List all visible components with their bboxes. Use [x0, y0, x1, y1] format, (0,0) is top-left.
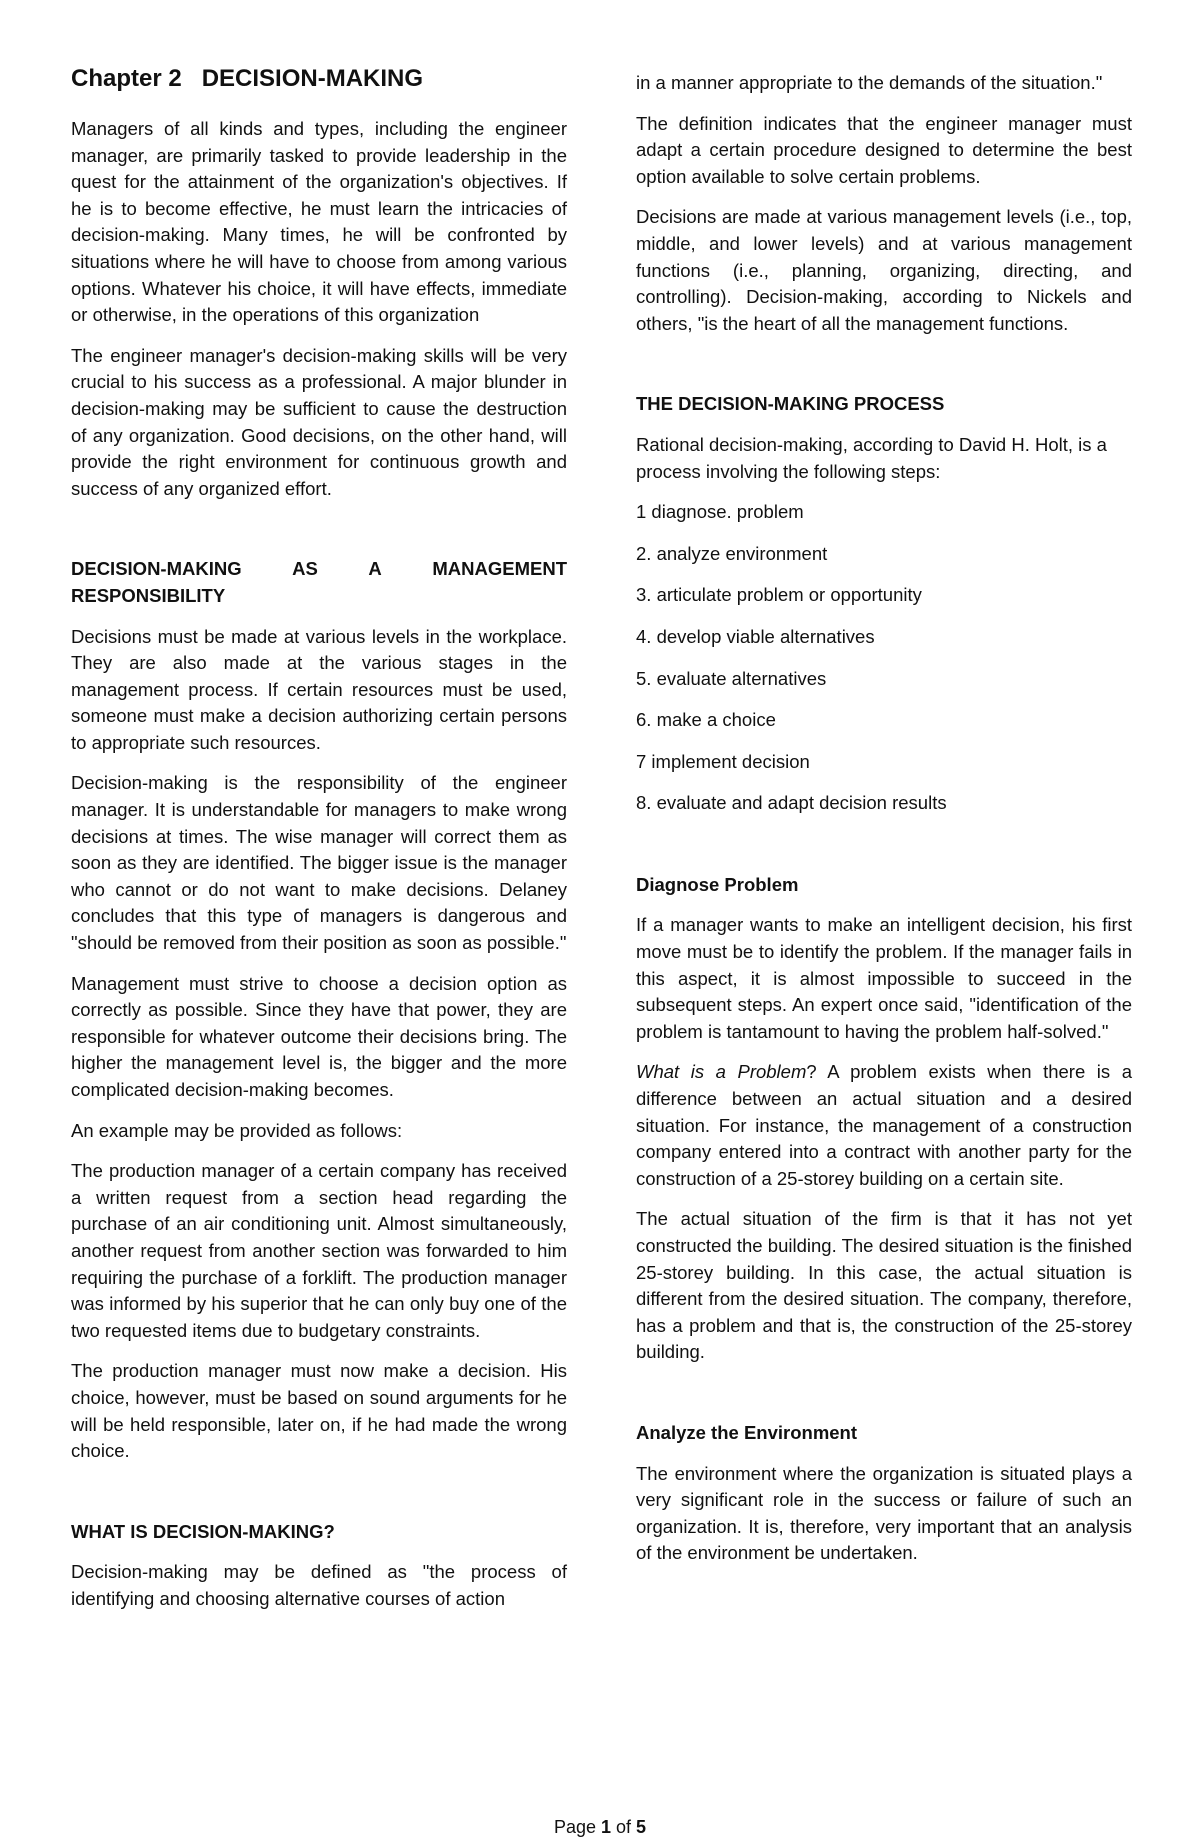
right-column: [636, 70, 1132, 1581]
paragraph: The definition indicates that the engineer manager must adapt a certain procedure designed to determine the best option available to solve certain problems.: [636, 112, 1132, 187]
subsection-heading-diagnose: Diagnose Problem: [636, 873, 799, 895]
list-item: 1 diagnose. problem: [636, 501, 804, 523]
list-item: 7 implement decision: [636, 750, 810, 772]
paragraph: Decision-making is the responsibility of the engineer manager. It is understandable for managers to make wrong decisions at times. The wise manager will correct them as soon as they are identified. The bigger issue is the manager who cannot or do not want to make decisions. Delaney concludes that this type of managers is dangerous and "should be removed from their position as soon as possible.": [71, 772, 567, 954]
paragraph: The environment where the organization is situated plays a very significant role in the success or failure of such an organization. It is, therefore, very important that an analysis of the environment be undertaken.: [636, 1462, 1132, 1564]
paragraph: Decisions must be made at various levels in the workplace. They are also made at the various stages in the management process. If certain resources must be used, someone must make a decision authorizing certain persons to appropriate such resources.: [71, 625, 567, 753]
subsection-heading-analyze: Analyze the Environment: [636, 1421, 858, 1443]
spacer: [636, 351, 1132, 391]
list-item: 5. evaluate alternatives: [636, 667, 827, 689]
paragraph: The production manager of a certain company has received a written request from a section head regarding the purchase of an air conditioning unit. Almost simultaneously, another request from another section was forwarded to him requiring the purchase of a forklift. The production manager was informed by his superior that he can only buy one of the two requested items due to budgetary constraints.: [71, 1160, 567, 1341]
page-total: 5: [636, 1817, 647, 1837]
paragraph: If a manager wants to make an intelligent decision, his first move must be to identify the problem. If the manager fails in this aspect, it is almost impossible to succeed in the subsequent steps. An expert once said, "identification of the problem is tantamount to having the problem half-solved.": [636, 914, 1132, 1042]
paragraph: The engineer manager's decision-making skills will be very crucial to his success as a professional. A major blunder in decision-making may be sufficient to cause the destruction of any organization. Good decisions, on the other hand, will provide the right environment for continuous growth and success of any organized effort.: [71, 344, 567, 499]
list-item: 2. analyze environment: [636, 542, 828, 564]
paragraph: Decisions are made at various management levels (i.e., top, middle, and lower levels) and at various management functions (i.e., planning, organizing, directing, and controlling). Decision-making, according to Nickels and others, "is the heart of all the management functions.: [636, 206, 1132, 334]
paragraph: Managers of all kinds and types, including the engineer manager, are primarily tasked to provide leadership in the quest for the attainment of the organization's objectives. If he is to become effective, he must learn the intricacies of decision-making. Many times, he will be confronted by situations where he will have to choose from among various options. Whatever his choice, it will have effects, immediate or otherwise, in the operations of this organization: [71, 118, 567, 326]
page-separator: of: [611, 1817, 637, 1837]
list-item: 8. evaluate and adapt decision results: [636, 792, 947, 814]
left-column: [71, 64, 567, 1627]
section-heading-what-is: WHAT IS DECISION-MAKING?: [71, 1520, 335, 1542]
inline-emphasis: What is a Problem: [636, 1061, 807, 1083]
paragraph: The actual situation of the firm is that it has not yet constructed the building. The desired situation is the finished 25-storey building. In this case, the actual situation is different from the desired situation. The company, therefore, has a problem and that is, the construction of the 25-storey building.: [636, 1208, 1132, 1363]
list-item: 4. develop viable alternatives: [636, 625, 875, 647]
spacer: [71, 516, 567, 556]
spacer: [636, 832, 1132, 872]
steps-list: [636, 499, 1132, 817]
list-item: 3. articulate problem or opportunity: [636, 584, 922, 606]
spacer: [636, 1380, 1132, 1420]
chapter-title: [71, 64, 567, 94]
paragraph-text: ? A problem exists when there is a difference between an actual situation and a desired situation. For instance, the management of a construction company entered into a contract with another party for the construction of a 25-storey building on a certain site.: [636, 1061, 1132, 1189]
page-current: 1: [601, 1817, 612, 1837]
paragraph: [636, 1059, 1132, 1192]
paragraph: The production manager must now make a decision. His choice, however, must be based on sound arguments for he will be held responsible, later on, if he had made the wrong choice.: [71, 1360, 567, 1462]
list-item: 6. make a choice: [636, 709, 776, 731]
paragraph: Decision-making may be defined as "the process of identifying and choosing alternative courses of action: [71, 1561, 567, 1609]
spacer: [71, 1479, 567, 1519]
page-footer: [0, 1818, 1200, 1836]
paragraph: in a manner appropriate to the demands of the situation.": [636, 72, 1103, 93]
paragraph: Management must strive to choose a decision option as correctly as possible. Since they have that power, they are responsible for whatever outcome their decisions bring. The higher the management level is, the bigger and the more complicated decision-making becomes.: [71, 972, 567, 1100]
paragraph: Rational decision-making, according to David H. Holt, is a process involving the following steps:: [636, 433, 1107, 482]
section-heading-responsibility: DECISION-MAKING AS A MANAGEMENT RESPONSIBILITY: [71, 558, 567, 606]
chapter-name: DECISION-MAKING: [201, 65, 424, 92]
page-label: Page: [553, 1817, 601, 1837]
paragraph: An example may be provided as follows:: [71, 1119, 403, 1141]
section-heading-process: THE DECISION-MAKING PROCESS: [636, 393, 945, 415]
chapter-number: Chapter 2: [71, 65, 182, 92]
